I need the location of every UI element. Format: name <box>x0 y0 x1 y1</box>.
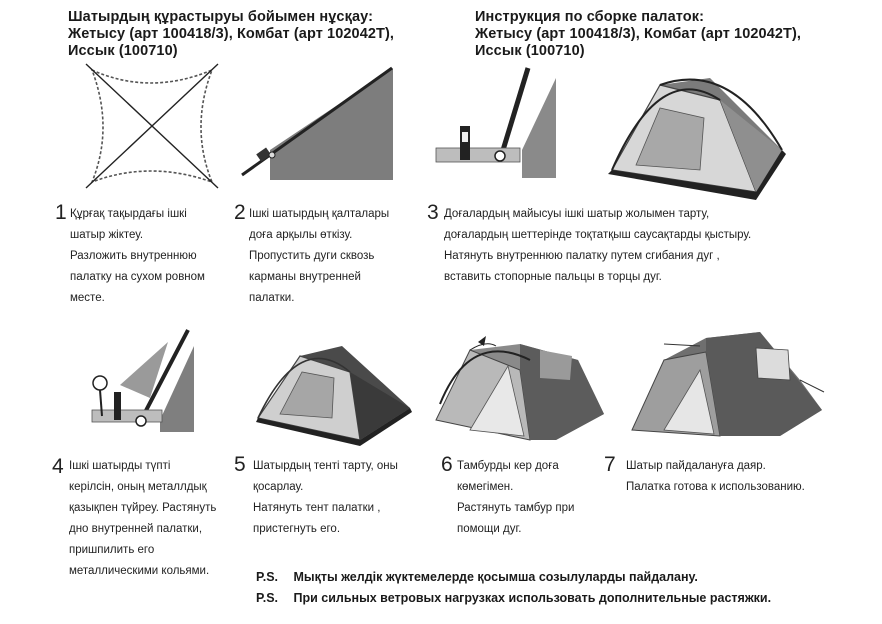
step-3-line: доғалардың шеттерінде тоқтатқыш саусақтарды қыстыру. <box>444 229 752 241</box>
header-ru-line2: Жетысу (арт 100418/3), Комбат (арт 102042Т), <box>475 26 802 42</box>
step-1-line: Құрғақ тақырдағы ішкі <box>70 208 187 220</box>
step-3-line: Натянуть внутреннюю палатку путем сгибания дуг , <box>444 250 720 262</box>
header-kz-line2: Жетысу (арт 100418/3), Комбат (арт 102042Т), <box>68 26 395 42</box>
step-4-line: пришпилить его <box>69 544 155 556</box>
step-5-line: Натянуть тент палатки , <box>253 502 381 514</box>
step-5-line: пристегнуть его. <box>253 523 341 535</box>
step-3-text <box>444 204 751 288</box>
header-ru-line3: Иссык (100710) <box>475 43 585 59</box>
step-3-line: Доғалардың майысуы ішкі шатыр жолымен тарту, <box>444 208 710 220</box>
step-7-line: Шатыр пайдалануға даяр. <box>626 460 766 472</box>
step-6-line: помощи дуг. <box>457 523 522 535</box>
step-1-text <box>70 204 205 309</box>
step-4-text <box>69 456 216 582</box>
step-5-text <box>253 456 398 540</box>
ps-text-kz: Мықты желдік жүктемелерде қосымша созылуларды пайдалану. <box>293 570 698 584</box>
step-4-line: Ішкі шатырды түпті <box>69 460 171 472</box>
step-6-line: Тамбурды кер доға <box>457 460 559 472</box>
step-3-line: вставить стопорные пальцы в торцы дуг. <box>444 271 662 283</box>
step-2-line: доға арқылы өткізу. <box>249 229 353 241</box>
ps-text-ru: При сильных ветровых нагрузках использовать дополнительные растяжки. <box>293 591 772 605</box>
step-4-line: дно внутренней палатки, <box>69 523 203 535</box>
ps-label: P.S. <box>256 591 279 605</box>
step-2-text <box>249 204 389 309</box>
step-2-line: Ішкі шатырдың қалталары <box>249 208 390 220</box>
step-1-line: Разложить внутреннюю <box>70 250 197 262</box>
step-2-line: Пропустить дуги сквозь <box>249 250 375 262</box>
step-5-number: 5 <box>234 453 246 476</box>
step-1-line: шатыр жіктеу. <box>70 229 144 241</box>
step-2-line: палатки. <box>249 292 295 304</box>
step-6-text <box>457 456 574 540</box>
step-2-number: 2 <box>234 201 246 224</box>
step-2-line: карманы внутренней <box>249 271 361 283</box>
step-5-line: қосарлау. <box>253 481 304 493</box>
step-1-line: месте. <box>70 292 105 304</box>
step-3-number: 3 <box>427 201 439 224</box>
step-4-line: металлическими кольями. <box>69 565 210 577</box>
header-kz-line1: Шатырдың құрастыруы бойымен нұсқау: <box>68 9 374 25</box>
ps-label: P.S. <box>256 570 279 584</box>
step-6-number: 6 <box>441 453 453 476</box>
ps-note-ru <box>256 588 771 609</box>
step-7-line: Палатка готова к использованию. <box>626 481 805 493</box>
step-4-number: 4 <box>52 455 64 478</box>
step-4-line: керілсін, оның металлдық <box>69 481 207 493</box>
step-1-number: 1 <box>55 201 67 224</box>
step-5-line: Шатырдың тенті тарту, оны <box>253 460 398 472</box>
step-7-number: 7 <box>604 453 616 476</box>
step-7-text <box>626 456 805 498</box>
step-6-line: көмегімен. <box>457 481 514 493</box>
step-4-line: қазықпен түйреу. Растянуть <box>69 502 217 514</box>
ps-note-kz <box>256 567 698 588</box>
step-1-line: палатку на сухом ровном <box>70 271 205 283</box>
step-6-line: Растянуть тамбур при <box>457 502 575 514</box>
header-kz-line3: Иссык (100710) <box>68 43 178 59</box>
header-ru-line1: Инструкция по сборке палаток: <box>475 9 705 25</box>
